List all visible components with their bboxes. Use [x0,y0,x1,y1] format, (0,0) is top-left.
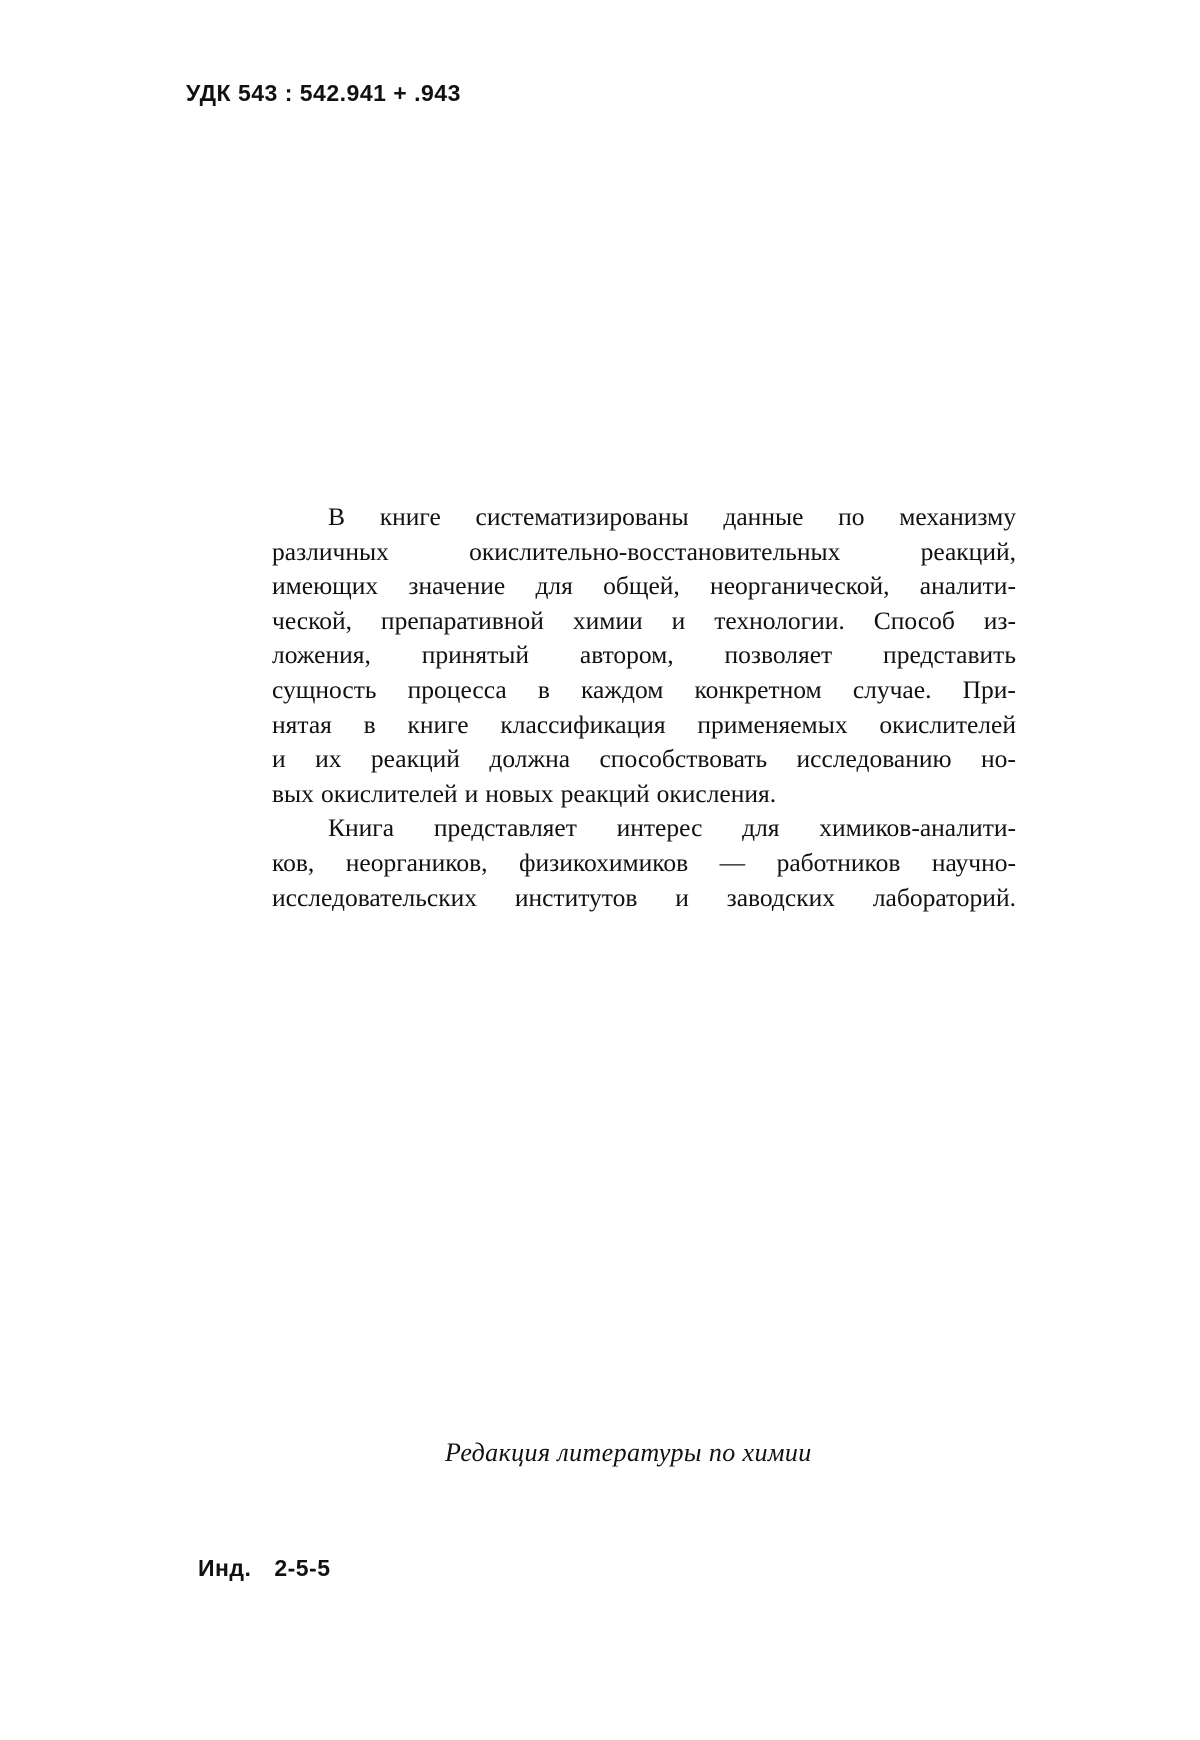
abstract-word: различных [272,536,389,566]
abstract-word: для [535,571,573,601]
abstract-word: окислителей [879,709,1016,739]
abstract-word: механизму [899,502,1016,531]
abstract-word: книге [407,709,469,739]
abstract-word: каждом [581,674,664,704]
abstract-word: процесса [407,674,507,704]
abstract-line [272,777,1016,812]
abstract-line [272,535,1016,570]
abstract-word: лабораторий. [872,882,1016,912]
abstract-word: ческой, [272,605,352,635]
abstract-word: принятый [421,640,530,670]
abstract-word: институтов [514,882,638,912]
abstract-word: ков, [272,847,315,877]
abstract-word: книге [379,502,441,531]
udk-code: УДК 543 : 542.941 + .943 [186,80,461,106]
abstract-word: способствовать [599,744,768,774]
abstract-word: реакций, [920,536,1016,566]
abstract-word: и [464,778,479,808]
abstract-line [272,742,1016,777]
abstract-word: исследовательских [272,882,477,912]
abstract-word: неоргаников, [345,847,488,877]
abstract-word: и [272,744,286,774]
abstract-word: из- [983,605,1016,635]
abstract-word: значение [408,571,506,601]
abstract-word: химии [572,605,643,635]
abstract-word: автором, [579,640,674,670]
abstract-word: общей, [603,571,680,601]
abstract-word: аналити- [919,571,1016,601]
abstract-word: физикохимиков [519,847,689,877]
abstract-word: реакций [370,744,460,774]
abstract-word: в [363,709,376,739]
abstract-line [272,569,1016,604]
abstract-word: представляет [433,813,577,843]
abstract-word: представить [883,640,1016,670]
abstract-word: данные [723,502,804,531]
abstract-line [272,604,1016,639]
abstract-word: их [315,744,342,774]
abstract-word: и [671,605,686,635]
abstract-word: вых [272,778,314,808]
index-value: 2-5-5 [274,1555,331,1581]
abstract-word: окисления. [656,778,777,808]
publisher-editorial-note: Редакция литературы по химии [445,1438,812,1467]
abstract-word: заводских [726,882,836,912]
abstract-word: — [719,847,746,877]
abstract-word: и [675,882,689,912]
abstract-word: конкретном [694,674,822,704]
abstract-word: ложения, [272,640,371,670]
abstract-line [272,638,1016,673]
abstract-word: должна [489,744,571,774]
abstract-word: сущность [272,674,377,704]
abstract-word: имеющих [272,571,379,601]
abstract-word: по [838,502,865,531]
abstract-word: реакций [560,778,650,808]
book-abstract [272,500,1016,915]
abstract-word: случае. [852,674,932,704]
abstract-word: При- [962,674,1016,704]
abstract-line [272,881,1016,916]
abstract-word: интерес [616,813,703,843]
abstract-line [272,500,1016,535]
abstract-word: исследованию [796,744,952,774]
abstract-word: работников [776,847,901,877]
abstract-word: систематизированы [475,502,689,531]
abstract-word: научно- [931,847,1016,877]
abstract-line [272,811,1016,846]
abstract-line [272,708,1016,743]
abstract-word: нятая [272,709,332,739]
abstract-word: но- [981,744,1016,774]
abstract-word: позволяет [724,640,833,670]
abstract-line [272,673,1016,708]
abstract-word: Способ [873,605,955,635]
abstract-word: в [537,674,550,704]
abstract-word: окислительно-восстановительных [469,536,841,566]
abstract-word: неорганической, [710,571,890,601]
abstract-word: В [328,502,346,531]
abstract-word: применяемых [697,709,848,739]
abstract-word: препаративной [380,605,544,635]
abstract-word: классификация [500,709,666,739]
abstract-word: Книга [328,813,395,843]
index-label: Инд. [198,1555,252,1581]
abstract-word: окислителей [320,778,458,808]
publication-index [198,1555,331,1582]
abstract-line [272,846,1016,881]
abstract-word: новых [485,778,554,808]
abstract-word: для [742,813,780,843]
abstract-word: химиков-аналити- [819,813,1016,843]
abstract-word: технологии. [714,605,845,635]
